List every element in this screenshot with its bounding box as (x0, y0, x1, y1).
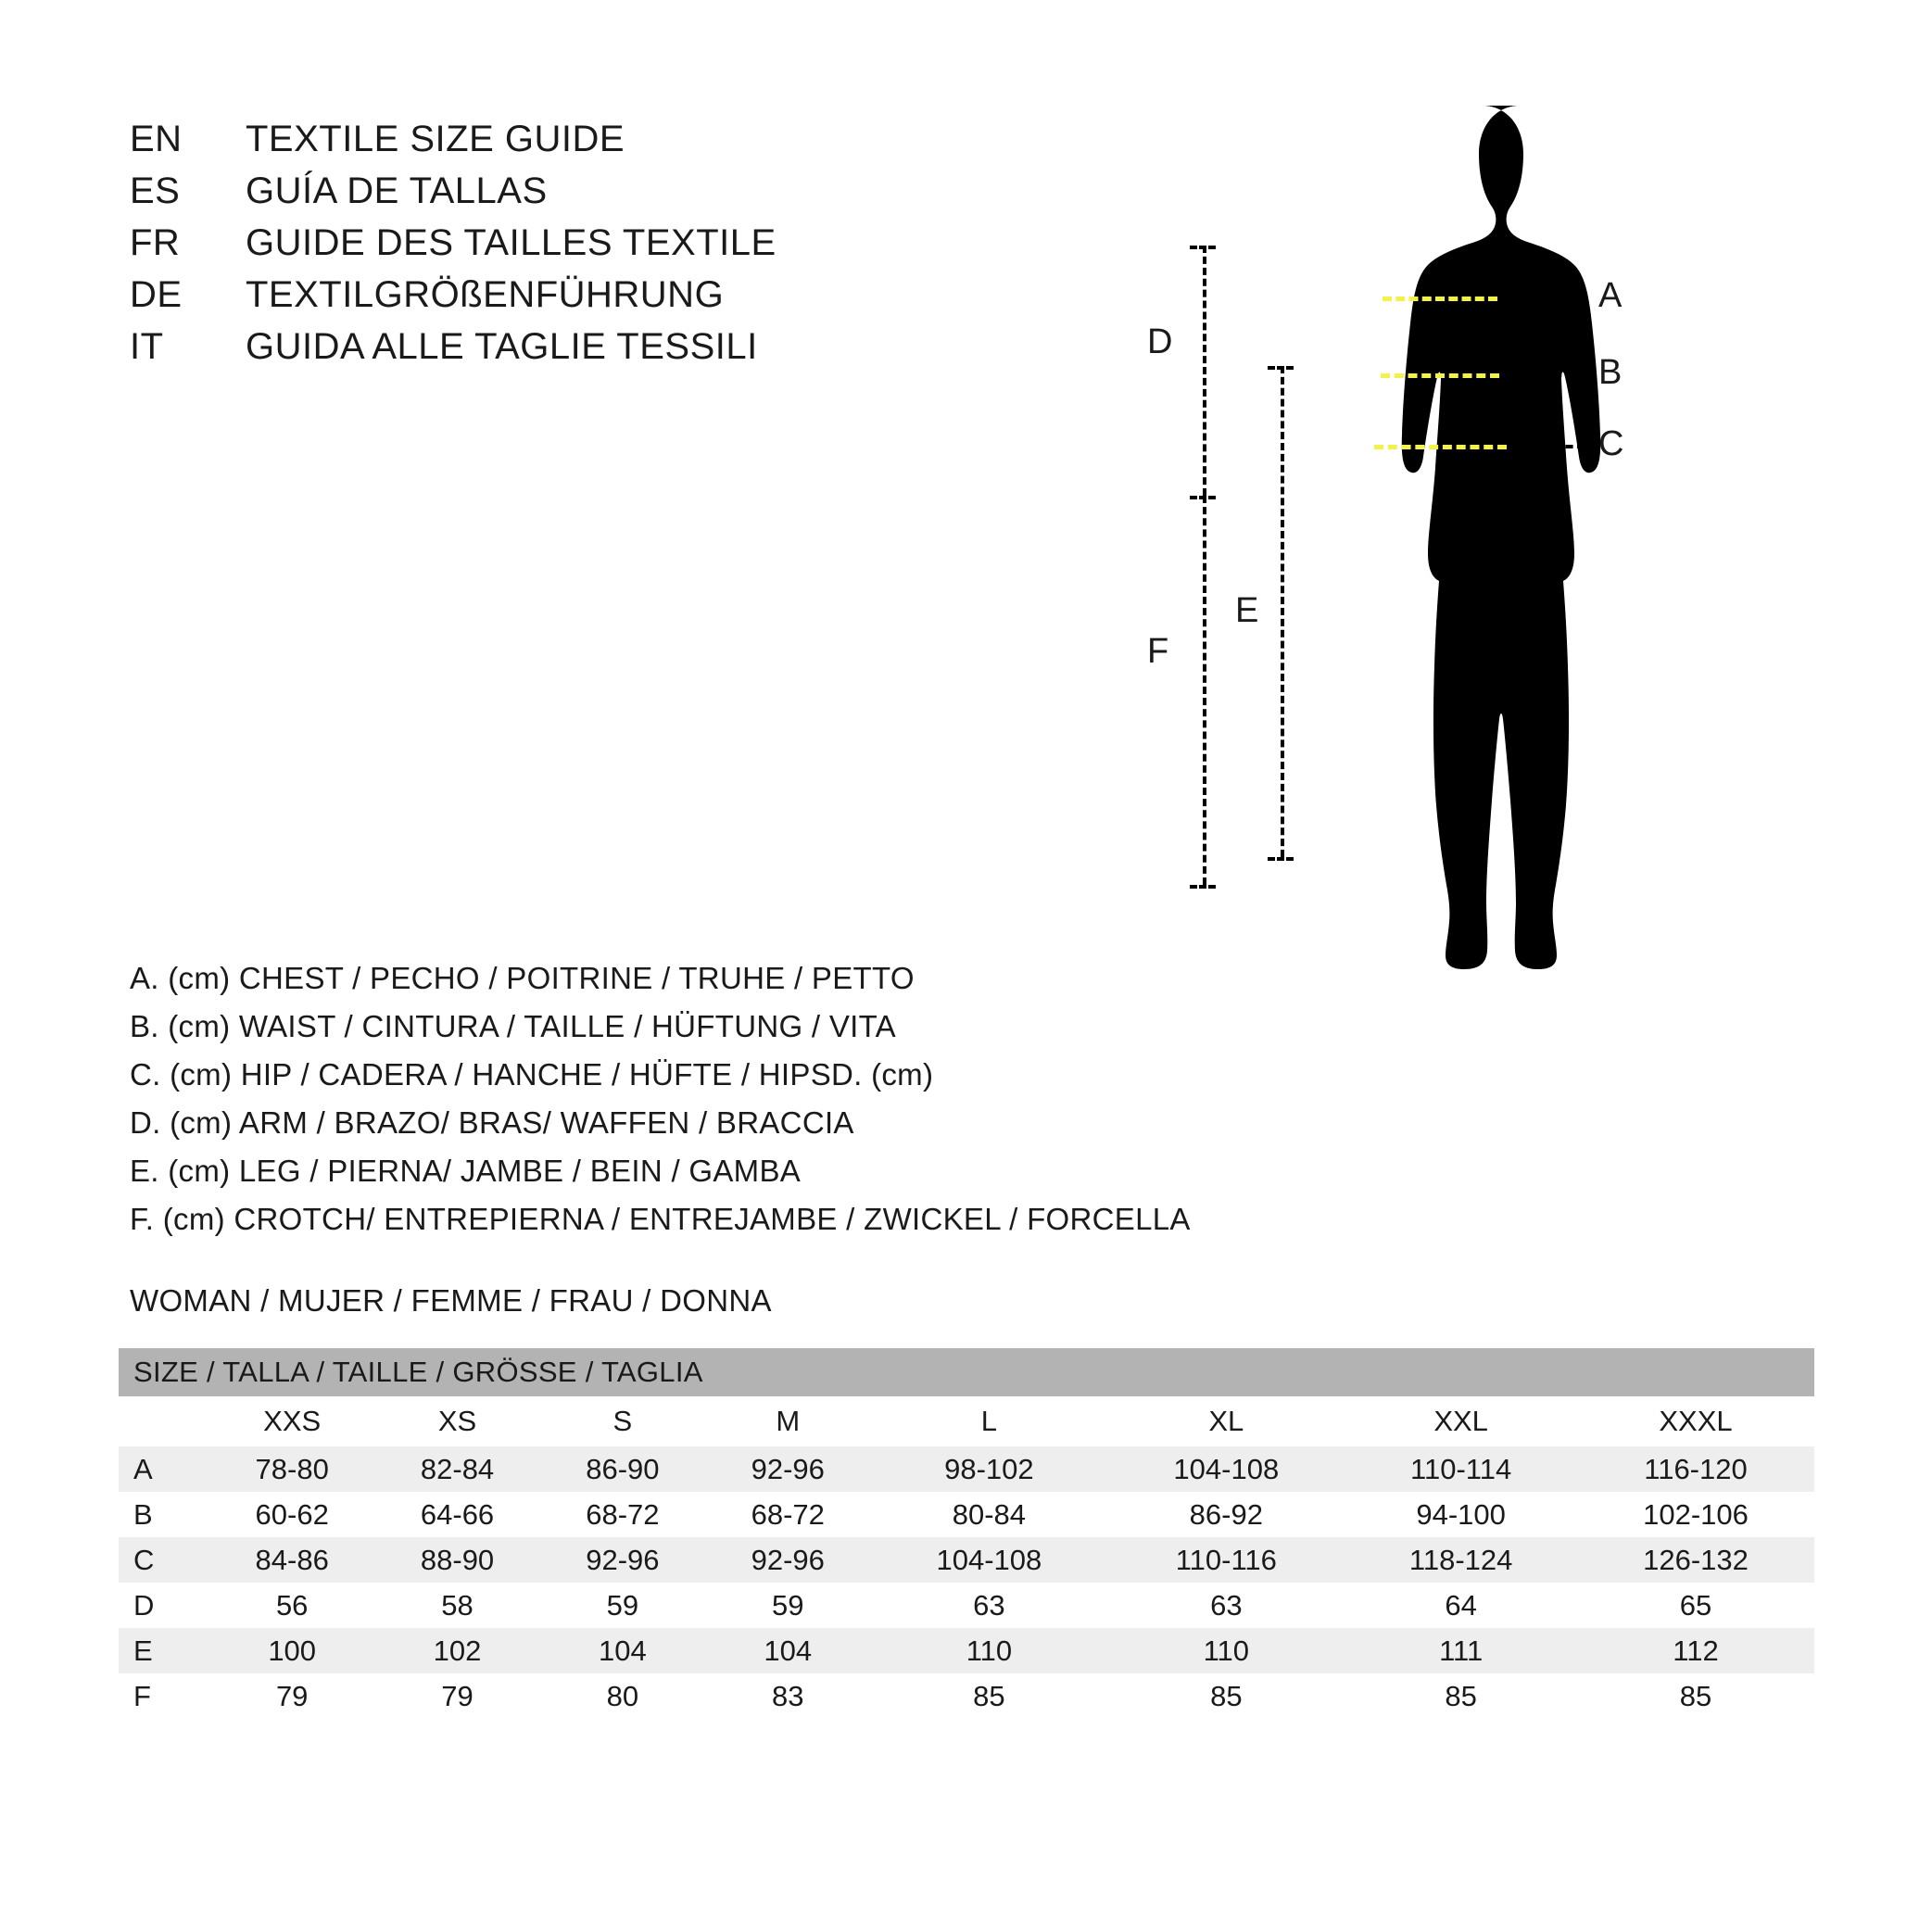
title-row (130, 326, 777, 378)
cell-c-xs: 88-90 (374, 1537, 539, 1583)
title-row (130, 119, 777, 170)
cell-f-s: 80 (606, 1679, 639, 1712)
cell-a-m: 92-96 (705, 1446, 870, 1492)
legend-item-c: C. (cm) HIP / CADERA / HANCHE / HÜFTE / HIPSD. (cm) (130, 1057, 934, 1092)
title-row (130, 170, 777, 222)
title-text-en: TEXTILE SIZE GUIDE (246, 119, 625, 159)
cell-d-l: 63 (973, 1588, 1005, 1622)
legend-item-f: F. (cm) CROTCH/ ENTREPIERNA / ENTREJAMBE / ZWICKEL / FORCELLA (130, 1202, 1191, 1236)
waist-measure-line (1381, 373, 1499, 378)
cell-a-xs: 82-84 (374, 1446, 539, 1492)
cell-c-s: 92-96 (540, 1537, 705, 1583)
cell-c-xxl: 118-124 (1345, 1537, 1577, 1583)
cell-e-xxs: 100 (209, 1628, 374, 1673)
gender-label: WOMAN / MUJER / FEMME / FRAU / DONNA (130, 1283, 772, 1318)
letter-b: B (1598, 353, 1623, 392)
title-row (130, 222, 777, 274)
letter-e: E (1235, 591, 1259, 630)
cell-b-xxxl: 102-106 (1643, 1497, 1749, 1531)
table-row (119, 1537, 1814, 1583)
cell-f-xxs: 79 (275, 1679, 309, 1712)
title-lang-it: IT (130, 326, 164, 367)
col-xl: XL (1208, 1405, 1244, 1437)
cell-b-s: 68-72 (586, 1497, 660, 1531)
col-l: L (980, 1405, 998, 1437)
leader-line-c (1520, 445, 1585, 448)
hip-measure-line (1374, 445, 1507, 449)
cell-a-xxxl: 116-120 (1577, 1446, 1814, 1492)
col-m: M (776, 1405, 801, 1437)
title-lang-fr: FR (130, 222, 181, 263)
cell-a-xl: 104-108 (1107, 1446, 1345, 1492)
measurement-legend (130, 954, 1191, 1243)
table-row (119, 1492, 1814, 1537)
legend-item-b: B. (cm) WAIST / CINTURA / TAILLE / HÜFTUNG / VITA (130, 1009, 896, 1043)
cell-e-xl: 110 (1107, 1628, 1345, 1673)
arm-bracket-cap-top (1190, 246, 1216, 249)
cell-b-xxs: 60-62 (255, 1497, 329, 1531)
col-corner (119, 1396, 209, 1446)
leg-bracket-cap-bottom (1268, 857, 1294, 861)
cell-b-m: 68-72 (751, 1497, 825, 1531)
cell-e-xs: 102 (374, 1628, 539, 1673)
title-row (130, 274, 777, 326)
legend-item-e: E. (cm) LEG / PIERNA/ JAMBE / BEIN / GAMBA (130, 1154, 802, 1188)
row-label-d: D (133, 1588, 155, 1622)
letter-f: F (1147, 632, 1169, 671)
letter-d: D (1147, 322, 1173, 361)
title-lang-en: EN (130, 119, 183, 159)
col-xxl: XXL (1433, 1405, 1488, 1437)
cell-e-l: 110 (870, 1628, 1107, 1673)
col-xxs: XXS (263, 1405, 322, 1437)
cell-f-xl: 85 (1210, 1679, 1243, 1712)
leg-bracket-cap-top (1268, 366, 1294, 370)
title-text-fr: GUIDE DES TAILLES TEXTILE (246, 222, 777, 263)
col-xxxl: XXXL (1659, 1405, 1733, 1437)
col-xs: XS (437, 1405, 477, 1437)
cell-a-xxl: 110-114 (1345, 1446, 1577, 1492)
cell-a-l: 98-102 (870, 1446, 1107, 1492)
cell-b-l: 80-84 (952, 1497, 1027, 1531)
cell-c-xxs: 84-86 (209, 1537, 374, 1583)
title-lang-de: DE (130, 274, 183, 315)
leader-line-b (1520, 373, 1585, 377)
cell-d-s: 59 (606, 1588, 639, 1622)
cell-a-xxs: 78-80 (209, 1446, 374, 1492)
row-label-e: E (119, 1628, 209, 1673)
cell-f-xxl: 85 (1445, 1679, 1477, 1712)
crotch-bracket-line (1203, 496, 1206, 885)
cell-d-xxxl: 65 (1679, 1588, 1712, 1622)
table-row (119, 1673, 1814, 1719)
cell-b-xxl: 94-100 (1416, 1497, 1506, 1531)
cell-d-xxs: 56 (275, 1588, 309, 1622)
cell-e-m: 104 (705, 1628, 870, 1673)
title-block (130, 119, 777, 378)
cell-f-xs: 79 (441, 1679, 474, 1712)
col-s: S (612, 1405, 633, 1437)
cell-d-xs: 58 (441, 1588, 474, 1622)
cell-e-xxxl: 112 (1577, 1628, 1814, 1673)
cell-c-xl: 110-116 (1107, 1537, 1345, 1583)
cell-c-xxxl: 126-132 (1577, 1537, 1814, 1583)
cell-f-l: 85 (973, 1679, 1005, 1712)
title-lang-es: ES (130, 170, 181, 211)
leg-bracket-line (1281, 366, 1284, 857)
cell-c-l: 104-108 (870, 1537, 1107, 1583)
crotch-bracket-cap-bottom (1190, 885, 1216, 889)
cell-f-xxxl: 85 (1679, 1679, 1712, 1712)
table-column-header-row (119, 1396, 1814, 1446)
legend-item-a: A. (cm) CHEST / PECHO / POITRINE / TRUHE / PETTO (130, 961, 915, 995)
cell-e-xxl: 111 (1345, 1628, 1577, 1673)
cell-e-s: 104 (540, 1628, 705, 1673)
female-silhouette-icon (1381, 93, 1659, 1205)
cell-d-m: 59 (772, 1588, 804, 1622)
letter-a: A (1598, 276, 1623, 315)
body-diagram (1103, 74, 1872, 1223)
cell-b-xl: 86-92 (1189, 1497, 1263, 1531)
title-text-es: GUÍA DE TALLAS (246, 170, 548, 211)
cell-d-xl: 63 (1210, 1588, 1243, 1622)
cell-c-m: 92-96 (705, 1537, 870, 1583)
title-text-it: GUIDA ALLE TAGLIE TESSILI (246, 326, 758, 367)
cell-d-xxl: 64 (1445, 1588, 1477, 1622)
legend-item-d: D. (cm) ARM / BRAZO/ BRAS/ WAFFEN / BRACCIA (130, 1105, 854, 1140)
cell-b-xs: 64-66 (420, 1497, 495, 1531)
row-label-c: C (119, 1537, 209, 1583)
table-row (119, 1446, 1814, 1492)
leader-line-a (1520, 297, 1585, 300)
table-row (119, 1583, 1814, 1628)
row-label-f: F (133, 1679, 151, 1712)
row-label-b: B (133, 1497, 153, 1531)
row-label-a: A (119, 1446, 209, 1492)
size-table (119, 1348, 1814, 1719)
cell-a-s: 86-90 (540, 1446, 705, 1492)
title-text-de: TEXTILGRÖßENFÜHRUNG (246, 274, 725, 315)
table-header-row (119, 1348, 1814, 1396)
letter-c: C (1598, 424, 1624, 463)
cell-f-m: 83 (772, 1679, 804, 1712)
table-row (119, 1628, 1814, 1673)
table-header-label: SIZE / TALLA / TAILLE / GRÖSSE / TAGLIA (119, 1348, 1814, 1396)
chest-measure-line (1383, 297, 1497, 301)
arm-bracket-line (1203, 246, 1206, 496)
